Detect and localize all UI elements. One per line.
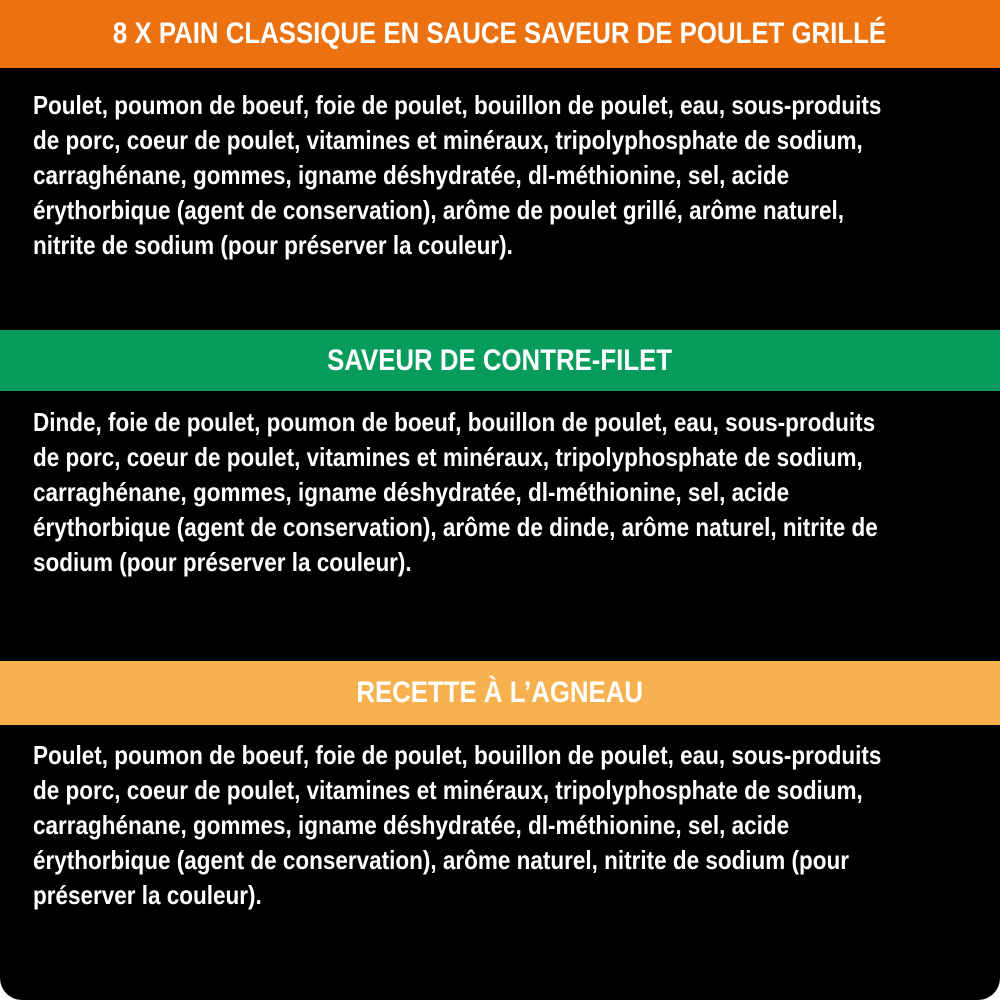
ingredient-line: de porc, coeur de poulet, vitamines et minéraux, tripolyphosphate de sodium, xyxy=(33,442,863,472)
ingredient-line: Poulet, poumon de boeuf, foie de poulet, bouillon de poulet, eau, sous-produits xyxy=(33,740,882,770)
section-2-ingredients xyxy=(33,405,967,580)
section-3-title: RECETTE À L’AGNEAU xyxy=(356,676,644,709)
ingredient-line: de porc, coeur de poulet, vitamines et minéraux, tripolyphosphate de sodium, xyxy=(33,775,863,805)
section-2-banner xyxy=(0,330,1000,391)
section-3-ingredients xyxy=(33,738,967,913)
ingredient-line: érythorbique (agent de conservation), arôme naturel, nitrite de sodium (pour xyxy=(33,845,850,875)
section-1-ingredients xyxy=(33,88,967,263)
ingredient-line: sodium (pour préserver la couleur). xyxy=(33,547,412,577)
section-3-banner xyxy=(0,661,1000,725)
ingredient-line: nitrite de sodium (pour préserver la couleur). xyxy=(33,230,513,260)
ingredient-line: carraghénane, gommes, igname déshydratée, dl-méthionine, sel, acide xyxy=(33,477,790,507)
section-1-title: 8 X PAIN CLASSIQUE EN SAUCE SAVEUR DE POULET GRILLÉ xyxy=(113,17,887,50)
ingredient-line: carraghénane, gommes, igname déshydratée, dl-méthionine, sel, acide xyxy=(33,160,790,190)
ingredient-line: préserver la couleur). xyxy=(33,880,262,910)
section-1-banner xyxy=(0,0,1000,68)
ingredient-line: Dinde, foie de poulet, poumon de boeuf, bouillon de poulet, eau, sous-produits xyxy=(33,407,876,437)
section-2-title: SAVEUR DE CONTRE-FILET xyxy=(327,343,673,377)
ingredient-line: de porc, coeur de poulet, vitamines et minéraux, tripolyphosphate de sodium, xyxy=(33,125,863,155)
ingredient-line: Poulet, poumon de boeuf, foie de poulet, bouillon de poulet, eau, sous-produits xyxy=(33,90,882,120)
ingredient-line: érythorbique (agent de conservation), arôme de dinde, arôme naturel, nitrite de xyxy=(33,512,878,542)
ingredient-line: carraghénane, gommes, igname déshydratée, dl-méthionine, sel, acide xyxy=(33,810,790,840)
ingredient-line: érythorbique (agent de conservation), arôme de poulet grillé, arôme naturel, xyxy=(33,195,845,225)
